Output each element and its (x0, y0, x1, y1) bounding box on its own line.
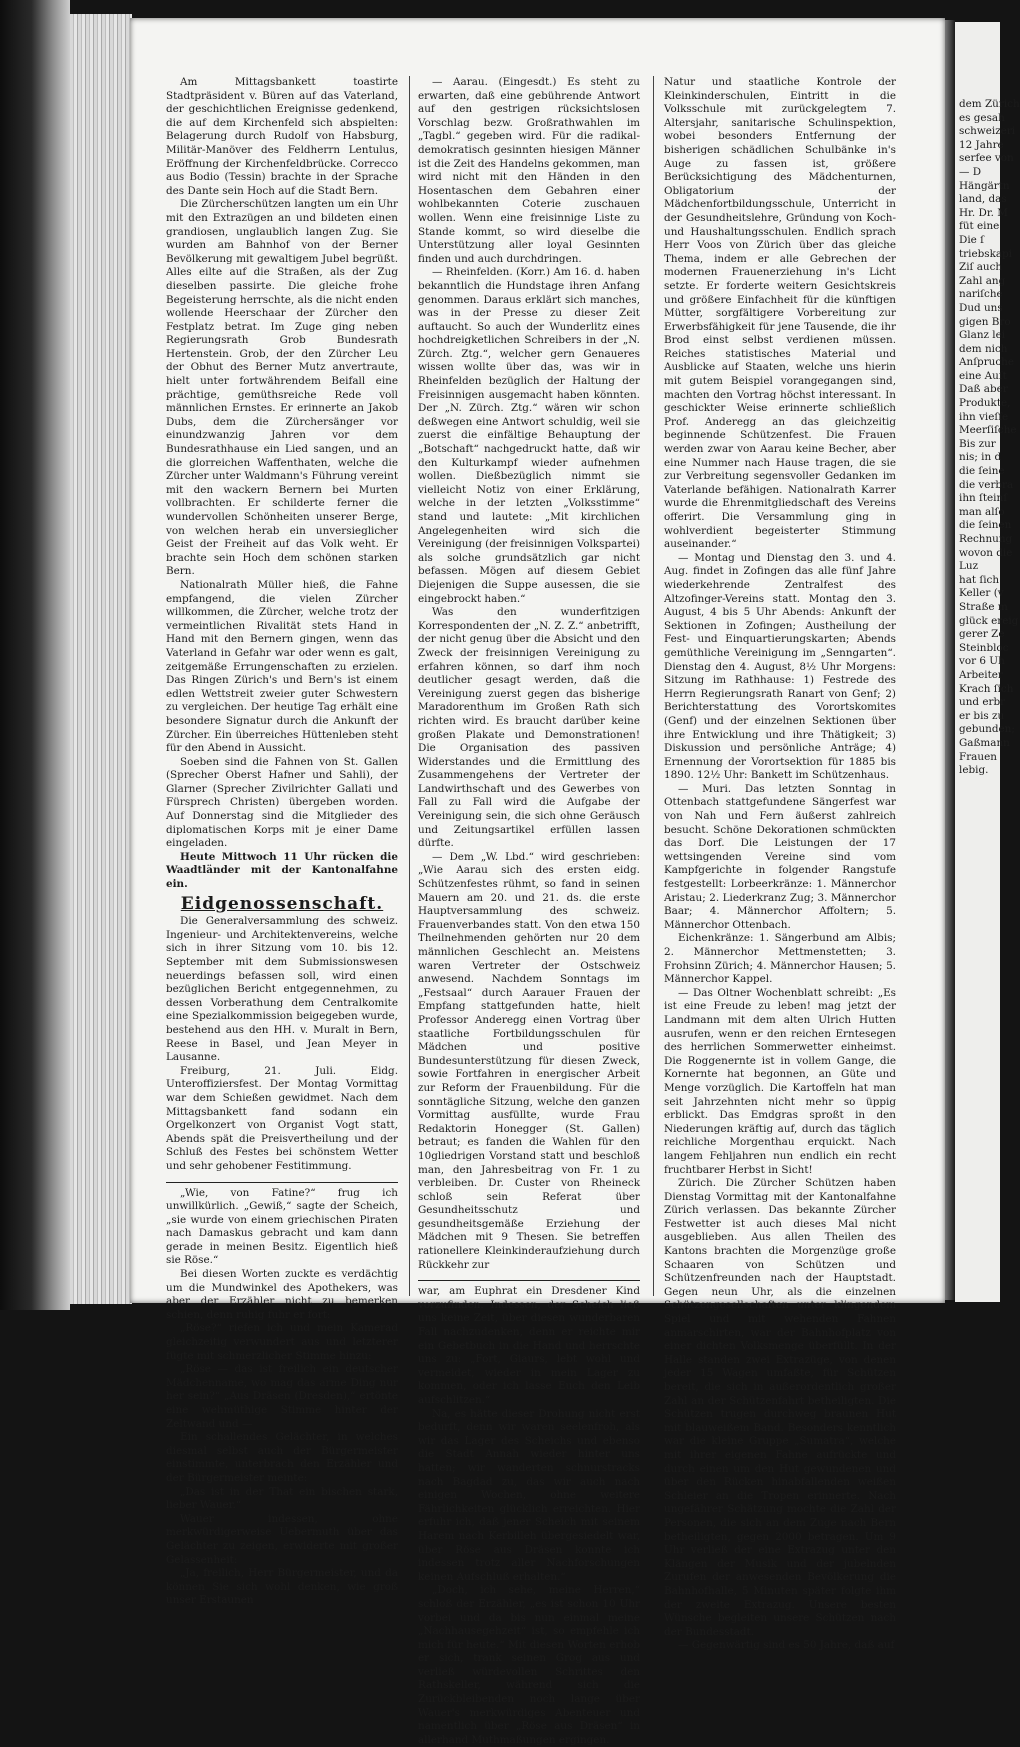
feuilleton-paragraph: „Röse — das ist freilich ein deutscher Mädchenname, wo mag das arme Ding nur her sein?“ „Aus Dräsen (Dresden),“ ertönte eine wehmüthige Stimme hinter der Zeltwand und — (166, 1363, 398, 1430)
book-binding-shadow (0, 0, 70, 1310)
column-right (664, 76, 896, 1652)
next-page-line: Luz (959, 560, 979, 573)
article-paragraph: Die Zürcherschützen langten um ein Uhr mit den Extrazügen an und bildeten einen grandiosen, unglaublich langen Zug. Sie wurden am Bahnhof von der Berner Bevölkerung mit gewaltigem Jubel begrüßt. Alles eilte auf die Straßen, als der Zug dieselben passirte. Die gleiche frohe Begeisterung herrschte, als die nicht enden wollende Heerschaar der Zürcher den Festplatz betrat. Im Zuge ging neben Regierungsrath Grob Bundesrath Hertenstein. Grob, der den Zürcher Leu der Obhut des Berner Mutz anvertraute, hielt unter fortwährendem Beifall eine prächtige, gemüthsreiche Rede voll männlichen Ernstes. Er erinnerte an Jakob Dubs, dem die Zürchersänger vor einundzwanzig Jahren vor dem Bundesrathhause ein Lied sangen, und an die glorreichen Waffenthaten, welche die Zürcher unter Waldmann's Führung vereint mit den wackern Bernern bei Murten vollbrachten. Er schilderte ferner die wundervollen Schönheiten unserer Berge, von welchen herab ein unversieglicher Geist der Freiheit auf das Volk weht. Er brachte sein Hoch dem schönen starken Bern. (166, 198, 398, 578)
next-page-line: Frauen (959, 750, 997, 763)
article-paragraph: Zürich. Die Zürcher Schützen haben Dienstag Vormittag mit der Kantonalfahne Zürich verlassen. Das bekannte Zürcher Festwetter ist auch dieses Mal nicht ausgeblieben. Aus allen Theilen des Kantons brachten die Morgenzüge große Schaaren von Schützen und Schützenfreunden nach der Hauptstadt. Gegen neun Uhr, als die einzelnen Schützengesellschaften unter klingendem Spiel und mit wehenden Fahnen anmarschirten, war der Bahnhofplatz von einer dichten Volksmenge überfüllt. In der Halle standen zwei Extrazüge, von denen jeder 15 Wagen umfaßte, für Schützen bereit, die sich in außerordentlich großer Zahl an der Schützenfahrt betheiligten. Die Schützen trugen durchweg braunen Hut mit blauweißem Band. Besonders kenntlich war die kleine Gruppe „Sumatra“, welche mit ihrer eigenen Fahne aufrückte und durch einen um den Hut gewundenen und über den Rücken hinabfallenden weißen Schleier an die Tropen erinnerte. Nach ungefährer Schätzung mochte die Zahl der Personen, die sich an dem Zuge nach Bern betheiligten, gegen 2000 betragen. Um 9 Uhr verließ der eine Extrazug unter den Klängen der Musik und der jubelnden Zurufen der anwesenden Bevölkerung die Bahnhofhalle, 5 Minuten später folgte ihm der zweite Extrazug. Unsere besten Wünsche begleiten unsere Schützen nach der Bundesstadt. (664, 1177, 896, 1638)
feuilleton-paragraph: „Das ist in der That ein bischen stark, lieber Wauer.“ (166, 1485, 398, 1512)
next-page-line: die verbra (959, 478, 1014, 491)
next-page-line: Arbeiter (959, 668, 1003, 681)
next-page-line: triebskapi (959, 247, 1013, 260)
next-page-line: nariſche (959, 288, 1003, 301)
article-paragraph: Was den wunderfitzigen Korrespondenten der „N. Z. Z.“ anbetrifft, der nicht genug über die Absicht und den Zweck der freisinnigen Vereinigung zu erfahren können, so darf ihm noch deutlicher gesagt werden, daß die Vereinigung zuerst gegen das bisherige Maradorenthum im Großen Rath sich richten wird. Es braucht darüber keine großen Plakate und Demonstrationen! Die Organisation des passiven Widerstandes und die Ermittlung des Zusammengehens der Vertreter der Landwirthschaft und des Gewerbes von Fall zu Fall wird die Aufgabe der Vereinigung sein, die sich ohne Geräusch und Zeitungsartikel erfüllen lassen dürfte. (418, 606, 640, 850)
next-page-line: eine Auſt (959, 369, 1007, 382)
next-page-line: dem Zürich (959, 98, 1020, 110)
article-paragraph: Am Mittagsbankett toastirte Stadtpräsident v. Büren auf das Vaterland, der geschichtlichen Ereignisse gedenkend, die auf dem Kirchenfeld sich abspielten: Belagerung durch Rudolf von Habsburg, Militär-Manöver des Feldherrn Lentulus, Eröffnung der Kirchenfeldbrücke. Correcco aus Bodio (Tessin) brachte in der Sprache des Dante sein Hoch auf die Stadt Bern. (166, 76, 398, 197)
feuilleton-paragraph: Wauer indessen, ohne merkwürdigerweise Uebermuth über das Gelächter zu zeigen, erwiderte mit großer Gelassenheit: (166, 1512, 398, 1566)
next-page-line: Daß aber (959, 383, 1008, 396)
feuilleton-paragraph: Na, es hätte dieser Drohung nicht erst bedurft, denn wir waren seelenfroh, als wir das Lager des Scheichs und ebenso die Stadt Annah wieder hinter uns hatten; wir wanderten schnurstracks nach Bagdad zu, das wir auch nach einigen Wochen, ohne weitere Fährlichkeiten glücklich erreichten. Hier erfuhr ich, daß jener Scheich mit seinem Harem nach Kerbilleh übergesiedelt war, über Röse aus Dräsen konnte ich indessen trotz aller Nachforschungen keinen Aufschluß erhalten.“ (418, 1407, 640, 1583)
next-page-line: nis; in d (959, 451, 1002, 464)
next-page-line: die ſeine (959, 465, 1005, 478)
next-page-line: — D (959, 165, 982, 178)
next-page-line: schweizeri (959, 125, 1016, 138)
feuilleton-paragraph: war, am Euphrat ein Dresdener Kind vorzufinden. Indessen, der Scheich ließ uns keine Zeit, über diesen wunderbaren Fall nachzudenken, denn er reichte mir ein Gebetbuch in die Hand und herrschte uns zu: „Fort, Giaurs, lebt wohl und vermeidet, wieder in mein Lager zu kommen, oder ich lasse Euch den Leib aufschlitzen.“ (418, 1285, 640, 1406)
next-page-line: serfee von (959, 152, 1014, 165)
next-page-line: Steinbloc (959, 641, 1009, 654)
next-page-line: die ſeinen (959, 519, 1012, 532)
feuilleton-paragraph: „Ja, freilich, Herr Bürgermeister, und da können Sie sich wohl denken, wie groß unser Erstaunen (166, 1567, 398, 1607)
feuilleton-paragraph: Ein schallendes Gelächter, in welches diesmal selbst auch der Bürgermeister einstimmte, unterbrach den Erzähler und der Bürgermeister meinte: (166, 1431, 398, 1484)
next-page-line: ihn ſteinſ (959, 492, 1008, 505)
next-page-line: ihn vieſſe (959, 410, 1009, 423)
next-page-line: Hängärtn (959, 179, 1010, 192)
feuilleton-section (418, 1280, 640, 1747)
next-page-line: Glanz lei (959, 329, 1006, 342)
article-paragraph: Nationalrath Müller hieß, die Fahne empfangend, die vielen Zürcher willkommen, die Zürcher, welche trotz der vermeintlichen Rivalität stets Hand in Hand mit den Bernern gingen, wenn das Vaterland in Gefahr war oder wenn es galt, zeitgemäße Errungenschaften zu erzielen. Das Ringen Zürich's und Bern's ist einem edlen Wettstreit zweier guter Schwestern zu vergleichen. Der heutige Tag erhält eine besondere Signatur durch die Ankunft der Zürcher. Ein überreiches Hüttenleben steht für den Abend in Aussicht. (166, 578, 398, 755)
next-page-line: Hr. Dr. M (959, 206, 1008, 219)
page-edges (70, 14, 132, 1304)
article-paragraph: — Gegenwärtig sind es 50 Jahre, daß auf (678, 1639, 895, 1652)
column-rule-left (409, 76, 410, 1296)
next-page-line: Dud uns (959, 301, 1003, 314)
next-page-line: Meerſiſche (959, 424, 1017, 437)
next-page-line: Die ſ (959, 233, 984, 246)
next-page-line: man alſo (959, 505, 1005, 518)
next-page-line: land, das (959, 193, 1007, 206)
next-page-line: Rechnung (959, 533, 1013, 545)
next-page-line: lebig. (959, 764, 989, 777)
next-page-line: Anſpruche (959, 356, 1015, 369)
next-page-line: Ziſ auch (959, 261, 1003, 274)
next-page-line: Straße m (959, 600, 1008, 613)
next-page-line: gigen Bro (959, 315, 1011, 328)
article-paragraph: Freiburg, 21. Juli. Eidg. Unteroffiziersfest. Der Montag Vormittag war dem Schießen gewidmet. Nach dem Mittagsbankett fand sodann ein Orgelkonzert von Organist Vogt statt, Abends spät die Preisvertheilung und der Schluß des Festes bei schönstem Wetter und sehr gehobener Festitimmung. (166, 1064, 398, 1172)
next-page-line: gerer Ze (959, 628, 1005, 641)
next-page-text (955, 22, 1020, 778)
next-page-line: Krach ſich (959, 682, 1014, 695)
feuilleton-paragraph: „Röse?“ riefen ich und mein Kamerad gleichzeitig verwundert aus und letzterer fügte mit schmerzlicher Stimme hinzu: (166, 1322, 398, 1362)
next-page-line: 12 Jahre (959, 138, 1004, 151)
article-paragraph: — Das Oltner Wochenblatt schreibt: „Es ist eine Freude zu leben! mag jetzt der Landmann mit dem alten Ulrich Hutten ausrufen, wenn er den reichen Erntesegen des herrlichen Sommerwetter einheimst. Die Roggenernte ist in vollem Gange, die Kornernte hat begonnen, an Güte und Menge vorzüglich. Die Kartoffeln hat man seit Jahrzehnten nicht mehr so üppig erblickt. Das Emdgras sproßt in den Niederungen kräftig auf, durch das täglich reichliche Morgenthau erquickt. Nach langem Fehljahren nun endlich ein recht fruchtbarer Herbst in Sicht! (664, 986, 896, 1176)
next-page-line: er bis zu (959, 709, 1005, 722)
article-paragraph: Soeben sind die Fahnen von St. Gallen (Sprecher Oberst Hafner und Sahli), der Glarner (Sprecher Zivilrichter Gallati und Fürsprech Christen) übergeben worden. Auf Donnerstag sind die Mitglieder des diplomatischen Korps mit je einer Dame eingeladen. (166, 755, 398, 850)
next-page-line: es gesah (959, 111, 1005, 124)
column-middle (418, 76, 640, 1746)
feuilleton-paragraph: „Wie, von Fatine?“ frug ich unwillkürlich. „Gewiß,“ sagte der Scheich, „sie wurde von einem griechischen Piraten nach Damaskus gebracht und kam dann gerade in meinen Besitz. Eigentlich hieß sie Röse.“ (166, 1186, 398, 1267)
article-paragraph: Heute Mittwoch 11 Uhr rücken die Waadtländer mit der Kantonalfahne ein. (166, 850, 398, 891)
feuilleton-paragraph: Bei diesen Worten zuckte es verdächtig um die Mundwinkel des Apothekers, was aber der Erzähler nicht zu bemerken schien, denn ruhig fuhr er fort: (166, 1268, 398, 1321)
next-page-line: Produkte, (959, 397, 1011, 410)
next-page-line: glück ereig (959, 614, 1019, 627)
next-page-line: wovon die (959, 546, 1013, 559)
feuilleton-paragraph: „Doch, ich sehe, meine Herren,“ schloß der Erzähler, „es ist schon 10 Uhr vorbei und da bis nun einmal meine „Nachhausegehzeit“ ist, so empfehle ich mich für heute.“ Mit diesen Worten erhob er sich, trank seinen Grog aus und verließ würdevollen Schrittes den Rathskeller, während sich die Zurückbleibenden noch lange über Wauer's merkwürdiges Abenteuer und namentlich über „Röse aus Dräsen“ in allerhand Muthmaßungen ergingen. (418, 1584, 640, 1746)
next-page-line: Gaßmann (959, 736, 1010, 749)
next-page-line: vor 6 Uh (959, 655, 1005, 668)
column-rule-right (653, 76, 654, 1296)
article-paragraph: — Aarau. (Eingesdt.) Es steht zu erwarten, daß eine gebührende Antwort auf den gestrigen rücksichtslosen Vorschlag bezw. Großrathwahlen im „Tagbl.“ gegeben wird. Für die radikal-demokratisch gesinnten hiesigen Männer ist die Zeit des Handelns gekommen, man wird nicht mit den Händen in den Hosentaschen dem Gebahren einer wohlbekannten Coterie zuschauen wollen. Wenn eine freisinnige Liste zu Stande kommt, so wird dieselbe die Unterstützung aller loyal Gesinnten finden und auch durchdringen. (418, 76, 640, 265)
article-paragraph: Eichenkränze: 1. Sängerbund am Albis; 2. Männerchor Mettmenstetten; 3. Frohsinn Zürich; 4. Männerchor Hausen; 5. Männerchor Kappel. (664, 932, 896, 986)
article-paragraph: Die Generalversammlung des schweiz. Ingenieur- und Architektenvereins, welche sich in ihrer Sitzung vom 10. bis 12. September mit dem Submissionswesen neuerdings befassen soll, wird einen bezüglichen Bericht entgegennehmen, zu dessen Vorberathung dem Centralkomite eine Spezialkommission beigegeben wurde, bestehend aus den HH. v. Muralt in Bern, Reese in Basel, und Jean Meyer in Lausanne. (166, 915, 398, 1064)
next-page-line: Keller (v (959, 587, 1004, 600)
next-page-fragment (955, 22, 1020, 1302)
column-left (166, 76, 398, 1607)
article-paragraph: — Muri. Das letzten Sonntag in Ottenbach stattgefundene Sängerfest war von Nah und Fern äußerst zahlreich besucht. Schöne Dekorationen schmückten das Dorf. Die Leistungen der 17 wettsingenden Vereine sind vom Kampfgerichte in folgender Rangstufe festgestellt: Lorbeerkränze: 1. Männerchor Aristau; 2. Liederkranz Zug; 3. Männerchor Baar; 4. Männerchor Affoltern; 5. Männerchor Ottenbach. (664, 782, 896, 931)
next-page-line: Zahl ang (959, 274, 1006, 287)
next-page-line: füt eine (959, 220, 1000, 233)
next-page-line: hat ſich (959, 573, 1000, 586)
next-page-line: und erbr (959, 696, 1006, 709)
next-page-line: Bis zur (959, 437, 996, 450)
article-paragraph: — Rheinfelden. (Korr.) Am 16. d. haben bekanntlich die Hundstage ihren Anfang genommen. Daraus erklärt sich manches, was in der Presse zu dieser Zeit auftaucht. So auch der Wunderlitz eines hochdreigketlichen Schreibers in der „N. Zürch. Ztg.“, welcher gern Genaueres wissen wollte über das, was wir in Rheinfelden bezüglich der Haltung der Freisinnigen ausgemacht haben könnten. Der „N. Zürch. Ztg.“ wären wir schon deßwegen eine Antwort schuldig, weil sie zuerst die einfältige Behauptung der „Botschaft“ nachgedruckt hatte, daß wir den Kulturkampf wieder aufnehmen wollen. Dießbezüglich nimmt sie vielleicht Notiz von einer Erklärung, welche in der letzten „Volksstimme“ stand und lautete: „Mit kirchlichen Angelegenheiten wird sich die Vereinigung (der freisinnigen Volkspartei) als solche grundsätzlich gar nicht befassen. Mögen auf diesem Gebiet Diejenigen die Suppe ausessen, die sie eingebrockt haben.“ (418, 266, 640, 605)
article-paragraph: Natur und staatliche Kontrole der Kleinkinderschulen, Eintritt in die Volksschule mit zurückgelegtem 7. Altersjahr, sanitarische Schulinspektion, wobei besonders Entfernung der bisherigen schädlichen Schulbänke in's Auge zu fassen ist, größere Berücksichtigung des Mädchenturnen, Obligatorium der Mädchenfortbildungsschule, Unterricht in der Gesundheitslehre, Gründung von Koch- und Haushaltungsschulen. Endlich sprach Herr Voos von Zürich über das gleiche Thema, indem er alle Gebrechen der modernen Frauenerziehung in's Licht setzte. Er forderte weitern Gesichtskreis und größere Einfachheit für die künftigen Mütter, sorgfältigere Vorbereitung zur Erwerbsfähigkeit für jene Tausende, die ihr Brod einst selbst verdienen müssen. Reiches statistisches Material und Ausblicke auf Staaten, welche uns hierin mit gutem Beispiel vorangegangen sind, machten den Vortrag höchst interessant. In geschickter Weise erinnerte schließlich Prof. Anderegg an das gleichzeitig beginnende Schützenfest. Die Frauen werden zwar von Aarau keine Becher, aber eine Nummer nach Hause tragen, die sie zur Verbreitung segensvoller Gedanken im Vaterlande befähigen. Nationalrath Karrer wurde die Ehrenmitgliedschaft des Vereins offerirt. Die Versammlung ging in wohlverdient begeisterter Stimmung auseinander.“ (664, 76, 896, 551)
article-paragraph: — Montag und Dienstag den 3. und 4. Aug. findet in Zofingen das alle fünf Jahre wiederkehrende Zentralfest des Altzofinger-Vereins statt. Montag den 3. August, 4 bis 5 Uhr Abends: Ankunft der Sektionen in Zofingen; Austheilung der Fest- und Einquartierungskarten; Abends gemüthliche Vereinigung im „Senngarten“. Dienstag den 4. August, 8½ Uhr Morgens: Sitzung im Rathhause: 1) Festrede des Herrn Regierungsrath Ranart von Genf; 2) Berichterstattung des Vorortskomites (Genf) und der einzelnen Sektionen über ihre Entwicklung und ihre Thätigkeit; 3) Diskussion und persönliche Anträge; 4) Ernennung der Vorortsektion für 1885 bis 1890. 12½ Uhr: Bankett im Schützenhaus. (664, 551, 896, 782)
gutter-shadow (945, 20, 955, 1300)
section-title: Eidgenossenschaft. (180, 893, 384, 914)
next-page-line: gebunden; (959, 723, 1015, 736)
next-page-line: dem nich (959, 342, 1008, 355)
article-paragraph: — Dem „W. Lbd.“ wird geschrieben: „Wie Aarau sich des ersten eidg. Schützenfestes rühmt, so fand in seinen Mauern am 20. und 21. ds. die erste Hauptversammlung des schweiz. Frauenverbandes statt. Von den etwa 150 Theilnehmenden gehörten nur 20 dem männlichen Geschlecht an. Meistens waren Vertreter der Ostschweiz anwesend. Nachdem Sonntags im „Festsaal“ durch Aarauer Frauen der Empfang stattgefunden hatte, hielt Professor Anderegg einen Vortrag über staatliche Fortbildungsschulen für Mädchen und positive Bundesunterstützung für diesen Zweck, sowie Fortfahren in energischer Arbeit zur Reform der Frauenbildung. Für die sonntägliche Sitzung, welche den ganzen Vormittag ausfüllte, wurde Frau Redaktorin Honegger (St. Gallen) betraut; es fanden die Wahlen für den 10gliedrigen Vorstand statt und beschloß man, den Jahresbeitrag von Fr. 1 zu verbleiben. Dr. Custer von Rheineck schloß sein Referat über Gesundheitsschutz und gesundheitsgemäße Erziehung der Mädchen mit 9 Thesen. Sie betreffen rationellere Kleinkinderaufziehung durch Rückkehr zur (418, 850, 640, 1271)
feuilleton-section (166, 1182, 398, 1608)
